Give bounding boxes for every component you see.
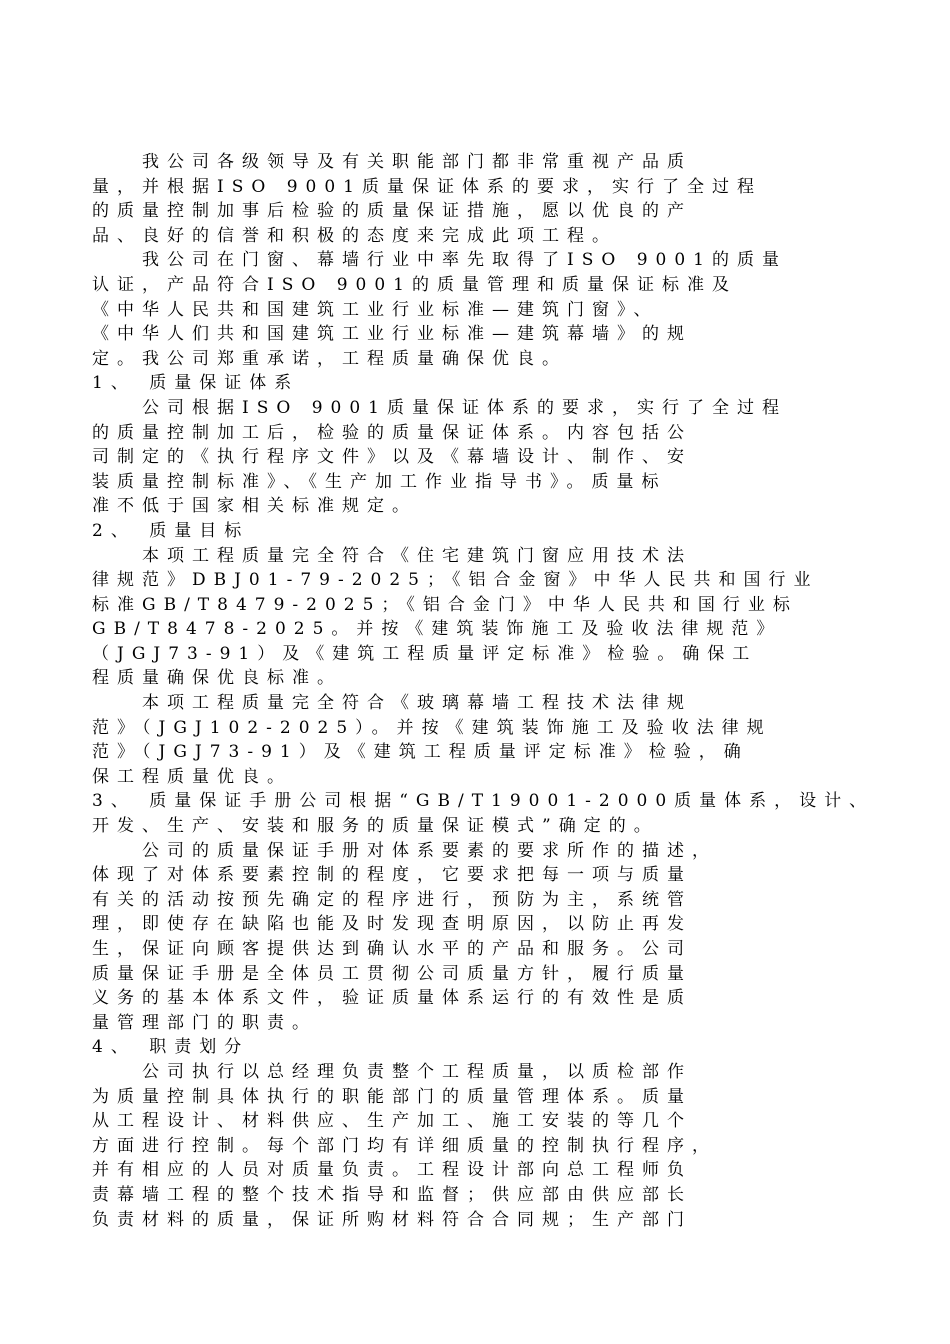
text-line: 量，并根据ISO 9001质量保证体系的要求，实行了全过程 [92,176,762,197]
text-line: 为质量控制具体执行的职能部门的质量管理体系。质量 [92,1086,692,1107]
text-line: 并有相应的人员对质量负责。工程设计部向总工程师负 [92,1160,692,1181]
section-heading: 1、 质量保证体系 [92,373,300,394]
text-line: 认证，产品符合ISO 9001的质量管理和质量保证标准及 [92,274,737,295]
text-line: 《中华人们共和国建筑工业行业标准—建筑幕墙》的规 [92,324,692,345]
text-line: 标准GB/T8479-2025；《铝合金门》中华人民共和国行业标 [92,594,798,615]
text-line: 装质量控制标准》、《生产加工作业指导书》。质量标 [92,471,667,492]
text-line: 从工程设计、材料供应、生产加工、施工安装的等几个 [92,1111,692,1132]
text-line: 准不低于国家相关标准规定。 [92,496,417,517]
text-line: 理，即使存在缺陷也能及时发现查明原因，以防止再发 [92,914,692,935]
text-line: 有关的活动按预先确定的程序进行，预防为主，系统管 [92,889,692,910]
text-line: 质量保证手册是全体员工贯彻公司质量方针，履行质量 [92,963,692,984]
text-line: 本项工程质量完全符合《玻璃幕墙工程技术法律规 [92,693,692,714]
text-line: 保工程质量优良。 [92,766,292,787]
section-heading: 2、 质量目标 [92,520,250,541]
text-line: 我公司在门窗、幕墙行业中率先取得了ISO 9001的质量 [92,250,787,271]
text-line: 律规范》DBJ01-79-2025；《铝合金窗》中华人民共和国行业 [92,570,819,591]
text-line: 公司根据ISO 9001质量保证体系的要求，实行了全过程 [92,397,787,418]
text-line: 公司执行以总经理负责整个工程质量，以质检部作 [92,1061,692,1082]
text-line: 定。我公司郑重承诺，工程质量确保优良。 [92,348,567,369]
text-line: 责幕墙工程的整个技术指导和监督；供应部由供应部长 [92,1184,692,1205]
text-line: 《中华人民共和国建筑工业行业标准—建筑门窗》、 [92,299,659,320]
text-line: 的质量控制加事后检验的质量保证措施，愿以优良的产 [92,201,692,222]
text-line: 公司的质量保证手册对体系要素的要求所作的描述， [92,840,717,861]
text-line: 范》（JGJ73-91）及《建筑工程质量评定标准》检验，确 [92,742,749,763]
text-line: 程质量确保优良标准。 [92,668,342,689]
body-text [92,150,875,1232]
text-line: 的质量控制加工后，检验的质量保证体系。内容包括公 [92,422,692,443]
text-line: 开发、生产、安装和服务的质量保证模式”确定的。 [92,816,659,837]
text-line: 本项工程质量完全符合《住宅建筑门窗应用技术法 [92,545,692,566]
text-line: GB/T8478-2025。并按《建筑装饰施工及验收法律规范》 [92,619,782,640]
section-heading: 3、 质量保证手册公司根据“GB/T19001-2000质量体系，设计、 [92,791,875,812]
text-line: 司制定的《执行程序文件》以及《幕墙设计、制作、安 [92,447,692,468]
text-line: 品、良好的信誉和积极的态度来完成此项工程。 [92,225,617,246]
text-line: 体现了对体系要素控制的程度，它要求把每一项与质量 [92,865,692,886]
section-heading: 4、 职责划分 [92,1037,250,1058]
text-line: 负责材料的质量，保证所购材料符合合同规；生产部门 [92,1209,692,1230]
text-line: 义务的基本体系文件，验证质量体系运行的有效性是质 [92,988,692,1009]
text-line: 生，保证向顾客提供达到确认水平的产品和服务。公司 [92,939,692,959]
text-line: 范》（JGJ102-2025）。并按《建筑装饰施工及验收法律规 [92,717,772,738]
text-line: 方面进行控制。每个部门均有详细质量的控制执行程序， [92,1135,717,1156]
text-line: 量管理部门的职责。 [92,1012,317,1033]
text-line: （JGJ73-91）及《建筑工程质量评定标准》检验。确保工 [92,643,758,664]
text-line: 我公司各级领导及有关职能部门都非常重视产品质 [92,152,692,172]
